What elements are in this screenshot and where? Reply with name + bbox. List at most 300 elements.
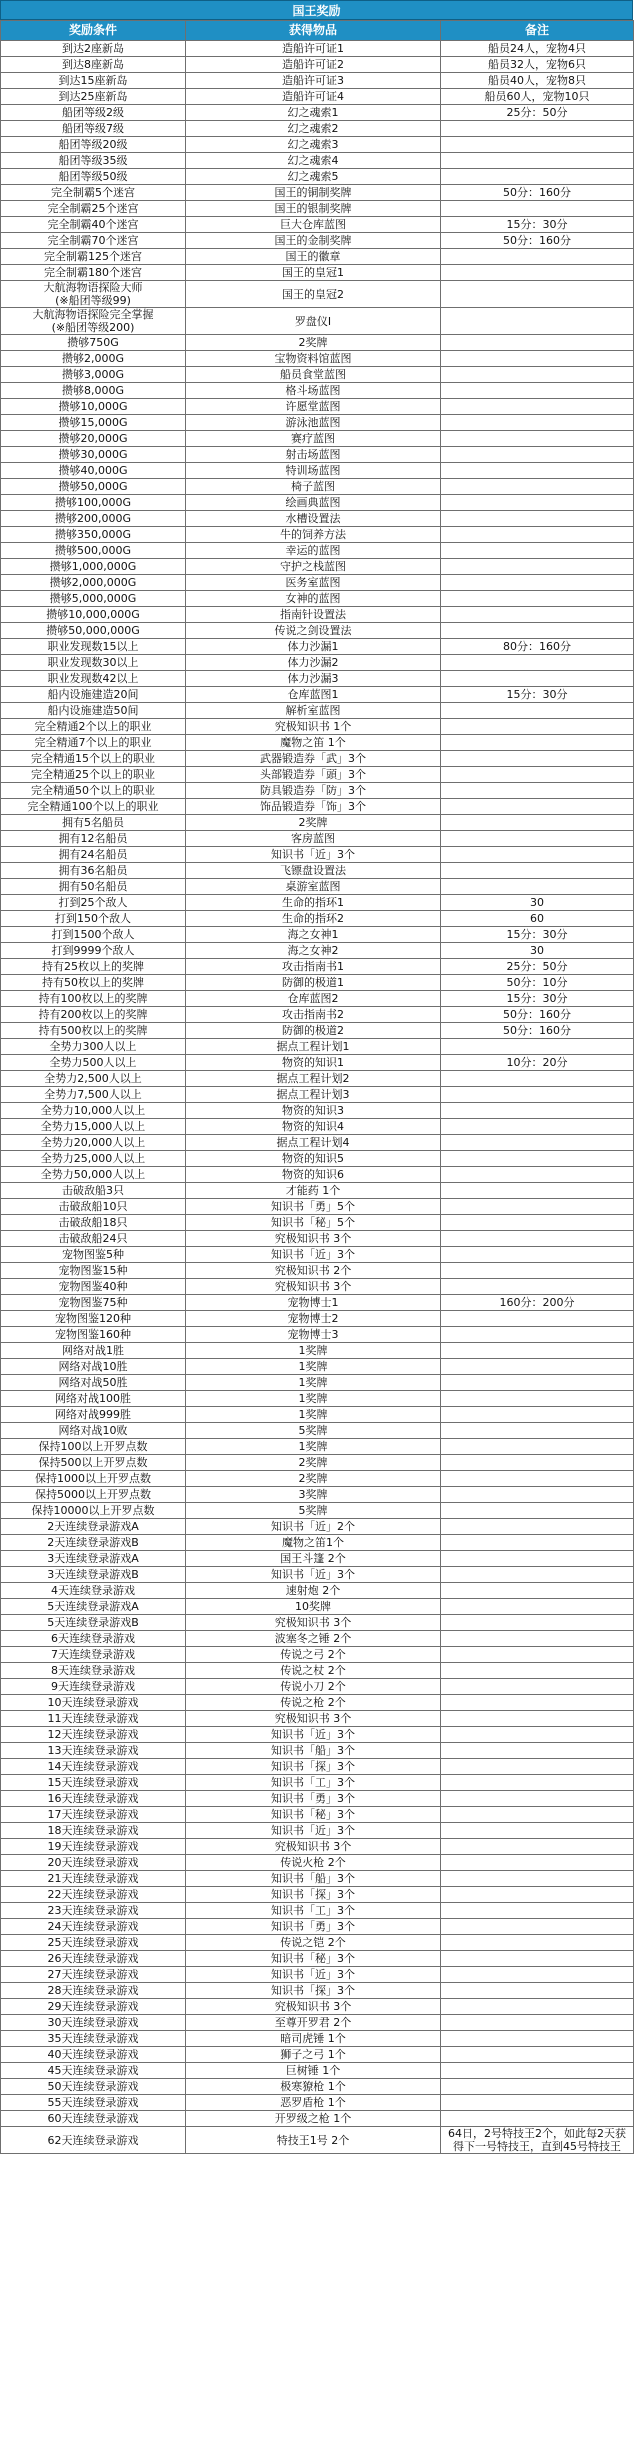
table-row bbox=[1, 105, 634, 121]
cell-item: 游泳池蓝图 bbox=[186, 415, 441, 431]
cell-condition: 20天连续登录游戏 bbox=[1, 1855, 186, 1871]
cell-note bbox=[441, 1279, 634, 1295]
cell-condition: 宠物图鉴120种 bbox=[1, 1311, 186, 1327]
cell-condition: 26天连续登录游戏 bbox=[1, 1951, 186, 1967]
cell-item: 知识书「近」3个 bbox=[186, 1727, 441, 1743]
cell-note bbox=[441, 671, 634, 687]
table-row bbox=[1, 1919, 634, 1935]
cell-condition: 网络对战10败 bbox=[1, 1423, 186, 1439]
cell-item: 射击场蓝图 bbox=[186, 447, 441, 463]
cell-item: 知识书「近」3个 bbox=[186, 1823, 441, 1839]
cell-condition: 宠物图鉴75种 bbox=[1, 1295, 186, 1311]
cell-condition: 船内设施建造20间 bbox=[1, 687, 186, 703]
cell-condition: 保持500以上开罗点数 bbox=[1, 1455, 186, 1471]
cell-condition: 10天连续登录游戏 bbox=[1, 1695, 186, 1711]
cell-note bbox=[441, 1583, 634, 1599]
cell-condition: 21天连续登录游戏 bbox=[1, 1871, 186, 1887]
cell-condition: 攒够750G bbox=[1, 335, 186, 351]
cell-item: 知识书「船」3个 bbox=[186, 1743, 441, 1759]
cell-note bbox=[441, 1215, 634, 1231]
cell-condition: 攒够50,000G bbox=[1, 479, 186, 495]
table-row bbox=[1, 527, 634, 543]
cell-item: 物资的知识5 bbox=[186, 1151, 441, 1167]
cell-condition: 拥有24名船员 bbox=[1, 847, 186, 863]
cell-condition: 全势力50,000人以上 bbox=[1, 1167, 186, 1183]
cell-item: 特训场蓝图 bbox=[186, 463, 441, 479]
table-row bbox=[1, 975, 634, 991]
cell-note bbox=[441, 1967, 634, 1983]
cell-note bbox=[441, 1311, 634, 1327]
table-row bbox=[1, 511, 634, 527]
cell-note bbox=[441, 703, 634, 719]
cell-note bbox=[441, 1535, 634, 1551]
cell-note bbox=[441, 1039, 634, 1055]
table-row bbox=[1, 169, 634, 185]
cell-item: 究极知识书 1个 bbox=[186, 719, 441, 735]
cell-item: 暗司虎锤 1个 bbox=[186, 2031, 441, 2047]
cell-condition: 27天连续登录游戏 bbox=[1, 1967, 186, 1983]
cell-note bbox=[441, 1231, 634, 1247]
cell-note bbox=[441, 2031, 634, 2047]
table-row bbox=[1, 879, 634, 895]
table-row bbox=[1, 217, 634, 233]
cell-item: 知识书「近」3个 bbox=[186, 1967, 441, 1983]
cell-condition: 打到9999个敌人 bbox=[1, 943, 186, 959]
cell-note bbox=[441, 137, 634, 153]
table-row bbox=[1, 927, 634, 943]
cell-note bbox=[441, 831, 634, 847]
cell-condition: 全势力15,000人以上 bbox=[1, 1119, 186, 1135]
table-row bbox=[1, 623, 634, 639]
table-row bbox=[1, 1247, 634, 1263]
cell-item: 赛疗蓝图 bbox=[186, 431, 441, 447]
cell-note bbox=[441, 719, 634, 735]
cell-condition: 攒够2,000,000G bbox=[1, 575, 186, 591]
table-row bbox=[1, 1167, 634, 1183]
cell-note bbox=[441, 1919, 634, 1935]
cell-note bbox=[441, 1855, 634, 1871]
cell-condition: 2天连续登录游戏B bbox=[1, 1535, 186, 1551]
cell-item: 知识书「近」2个 bbox=[186, 1519, 441, 1535]
table-row bbox=[1, 233, 634, 249]
cell-note bbox=[441, 495, 634, 511]
cell-condition: 40天连续登录游戏 bbox=[1, 2047, 186, 2063]
cell-note bbox=[441, 1935, 634, 1951]
table-row bbox=[1, 1375, 634, 1391]
cell-item: 知识书「勇」3个 bbox=[186, 1791, 441, 1807]
table-row bbox=[1, 943, 634, 959]
table-row bbox=[1, 1487, 634, 1503]
cell-condition: 持有25枚以上的奖牌 bbox=[1, 959, 186, 975]
cell-note bbox=[441, 1551, 634, 1567]
cell-condition: 宠物图鉴5种 bbox=[1, 1247, 186, 1263]
table-row bbox=[1, 1983, 634, 1999]
cell-note bbox=[441, 1391, 634, 1407]
cell-item: 体力沙漏1 bbox=[186, 639, 441, 655]
cell-condition: 完全制霸40个迷宫 bbox=[1, 217, 186, 233]
table-row bbox=[1, 1055, 634, 1071]
cell-note: 50分：160分 bbox=[441, 1007, 634, 1023]
cell-note bbox=[441, 1359, 634, 1375]
table-row bbox=[1, 495, 634, 511]
table-row bbox=[1, 1615, 634, 1631]
cell-note bbox=[441, 2015, 634, 2031]
cell-note bbox=[441, 1615, 634, 1631]
cell-note bbox=[441, 1103, 634, 1119]
cell-note bbox=[441, 527, 634, 543]
cell-item: 防御的极道1 bbox=[186, 975, 441, 991]
cell-condition: 船团等级35级 bbox=[1, 153, 186, 169]
table-row bbox=[1, 1551, 634, 1567]
cell-note bbox=[441, 1407, 634, 1423]
cell-note bbox=[441, 1823, 634, 1839]
cell-item: 攻击指南书2 bbox=[186, 1007, 441, 1023]
cell-item: 国王的铜制奖牌 bbox=[186, 185, 441, 201]
table-row bbox=[1, 1455, 634, 1471]
cell-condition: 50天连续登录游戏 bbox=[1, 2079, 186, 2095]
table-row bbox=[1, 639, 634, 655]
cell-note bbox=[441, 1951, 634, 1967]
table-row bbox=[1, 1119, 634, 1135]
cell-item: 1奖牌 bbox=[186, 1439, 441, 1455]
cell-condition: 23天连续登录游戏 bbox=[1, 1903, 186, 1919]
cell-item: 究极知识书 2个 bbox=[186, 1263, 441, 1279]
cell-condition: 24天连续登录游戏 bbox=[1, 1919, 186, 1935]
cell-item: 宠物博士1 bbox=[186, 1295, 441, 1311]
cell-condition: 到达2座新岛 bbox=[1, 41, 186, 57]
cell-condition: 船团等级20级 bbox=[1, 137, 186, 153]
cell-item: 幻之魂索3 bbox=[186, 137, 441, 153]
cell-item: 指南针设置法 bbox=[186, 607, 441, 623]
cell-item: 国王的皇冠2 bbox=[186, 281, 441, 308]
cell-item: 巨大仓库蓝图 bbox=[186, 217, 441, 233]
cell-item: 知识书「秘」5个 bbox=[186, 1215, 441, 1231]
table-row bbox=[1, 1071, 634, 1087]
table-row bbox=[1, 1423, 634, 1439]
cell-item: 知识书「近」3个 bbox=[186, 1247, 441, 1263]
cell-note bbox=[441, 1151, 634, 1167]
table-row bbox=[1, 463, 634, 479]
cell-item: 据点工程计划4 bbox=[186, 1135, 441, 1151]
cell-condition: 保持100以上开罗点数 bbox=[1, 1439, 186, 1455]
cell-note bbox=[441, 1135, 634, 1151]
cell-item: 1奖牌 bbox=[186, 1391, 441, 1407]
cell-item: 知识书「探」3个 bbox=[186, 1759, 441, 1775]
cell-note bbox=[441, 2079, 634, 2095]
cell-note: 10分：20分 bbox=[441, 1055, 634, 1071]
table-row bbox=[1, 2127, 634, 2154]
cell-condition: 宠物图鉴160种 bbox=[1, 1327, 186, 1343]
cell-item: 5奖牌 bbox=[186, 1503, 441, 1519]
cell-note bbox=[441, 1375, 634, 1391]
cell-item: 波塞冬之锤 2个 bbox=[186, 1631, 441, 1647]
cell-item: 据点工程计划1 bbox=[186, 1039, 441, 1055]
cell-note bbox=[441, 607, 634, 623]
cell-item: 传说小刀 2个 bbox=[186, 1679, 441, 1695]
table-row bbox=[1, 1151, 634, 1167]
cell-item: 海之女神2 bbox=[186, 943, 441, 959]
cell-item: 幻之魂索1 bbox=[186, 105, 441, 121]
cell-note bbox=[441, 879, 634, 895]
cell-note: 15分：30分 bbox=[441, 687, 634, 703]
cell-condition: 30天连续登录游戏 bbox=[1, 2015, 186, 2031]
cell-note bbox=[441, 281, 634, 308]
table-row bbox=[1, 73, 634, 89]
table-row bbox=[1, 1199, 634, 1215]
header-item: 获得物品 bbox=[186, 21, 441, 41]
cell-item: 极寒獠枪 1个 bbox=[186, 2079, 441, 2095]
table-row bbox=[1, 1967, 634, 1983]
table-row bbox=[1, 1359, 634, 1375]
cell-item: 船员食堂蓝图 bbox=[186, 367, 441, 383]
table-row bbox=[1, 1871, 634, 1887]
cell-condition: 19天连续登录游戏 bbox=[1, 1839, 186, 1855]
table-row bbox=[1, 1231, 634, 1247]
cell-note bbox=[441, 591, 634, 607]
cell-item: 2奖牌 bbox=[186, 815, 441, 831]
table-row bbox=[1, 2111, 634, 2127]
cell-condition: 宠物图鉴15种 bbox=[1, 1263, 186, 1279]
cell-condition: 35天连续登录游戏 bbox=[1, 2031, 186, 2047]
cell-condition: 12天连续登录游戏 bbox=[1, 1727, 186, 1743]
cell-note bbox=[441, 1679, 634, 1695]
cell-condition: 持有50枚以上的奖牌 bbox=[1, 975, 186, 991]
table-row bbox=[1, 1263, 634, 1279]
table-row bbox=[1, 991, 634, 1007]
cell-item: 速射炮 2个 bbox=[186, 1583, 441, 1599]
cell-note bbox=[441, 1119, 634, 1135]
cell-item: 10奖牌 bbox=[186, 1599, 441, 1615]
table-row bbox=[1, 895, 634, 911]
cell-condition: 攒够40,000G bbox=[1, 463, 186, 479]
cell-condition: 保持1000以上开罗点数 bbox=[1, 1471, 186, 1487]
cell-condition: 9天连续登录游戏 bbox=[1, 1679, 186, 1695]
cell-condition: 打到1500个敌人 bbox=[1, 927, 186, 943]
cell-item: 造船许可证4 bbox=[186, 89, 441, 105]
cell-note bbox=[441, 863, 634, 879]
cell-item: 知识书「船」3个 bbox=[186, 1871, 441, 1887]
cell-note bbox=[441, 1695, 634, 1711]
cell-item: 究极知识书 3个 bbox=[186, 1711, 441, 1727]
cell-note: 64日，2号特技王2个，如此每2天获得下一号特技王，直到45号特技王 bbox=[441, 2127, 634, 2154]
cell-note bbox=[441, 559, 634, 575]
table-row bbox=[1, 575, 634, 591]
table-row bbox=[1, 137, 634, 153]
cell-note bbox=[441, 1663, 634, 1679]
cell-item: 1奖牌 bbox=[186, 1359, 441, 1375]
cell-condition: 完全制霸180个迷宫 bbox=[1, 265, 186, 281]
cell-item: 1奖牌 bbox=[186, 1407, 441, 1423]
cell-note bbox=[441, 1839, 634, 1855]
table-row bbox=[1, 687, 634, 703]
cell-note: 船员24人，宠物4只 bbox=[441, 41, 634, 57]
table-row bbox=[1, 1647, 634, 1663]
cell-condition: 网络对战10胜 bbox=[1, 1359, 186, 1375]
cell-note: 25分：50分 bbox=[441, 105, 634, 121]
cell-condition: 7天连续登录游戏 bbox=[1, 1647, 186, 1663]
cell-note: 50分：160分 bbox=[441, 233, 634, 249]
table-row bbox=[1, 1135, 634, 1151]
table-row bbox=[1, 367, 634, 383]
table-row bbox=[1, 41, 634, 57]
cell-item: 知识书「探」3个 bbox=[186, 1983, 441, 1999]
cell-note bbox=[441, 1487, 634, 1503]
cell-note bbox=[441, 1439, 634, 1455]
cell-condition: 45天连续登录游戏 bbox=[1, 2063, 186, 2079]
cell-condition: 攒够1,000,000G bbox=[1, 559, 186, 575]
cell-item: 饰品锻造券「饰」3个 bbox=[186, 799, 441, 815]
cell-condition: 17天连续登录游戏 bbox=[1, 1807, 186, 1823]
cell-note bbox=[441, 1199, 634, 1215]
cell-item: 恶罗盾枪 1个 bbox=[186, 2095, 441, 2111]
cell-condition: 55天连续登录游戏 bbox=[1, 2095, 186, 2111]
cell-condition: 完全精通15个以上的职业 bbox=[1, 751, 186, 767]
table-row bbox=[1, 1391, 634, 1407]
cell-item: 解析室蓝图 bbox=[186, 703, 441, 719]
cell-condition: 持有200枚以上的奖牌 bbox=[1, 1007, 186, 1023]
cell-condition: 职业发现数15以上 bbox=[1, 639, 186, 655]
cell-item: 巨树锤 1个 bbox=[186, 2063, 441, 2079]
table-row bbox=[1, 1711, 634, 1727]
cell-note: 50分：10分 bbox=[441, 975, 634, 991]
table-row bbox=[1, 281, 634, 308]
cell-condition: 攒够10,000G bbox=[1, 399, 186, 415]
table-row bbox=[1, 351, 634, 367]
cell-item: 飞镖盘设置法 bbox=[186, 863, 441, 879]
cell-note bbox=[441, 543, 634, 559]
cell-condition: 击破敌船3只 bbox=[1, 1183, 186, 1199]
cell-note bbox=[441, 447, 634, 463]
cell-item: 体力沙漏2 bbox=[186, 655, 441, 671]
cell-note bbox=[441, 655, 634, 671]
cell-note bbox=[441, 1071, 634, 1087]
cell-item: 格斗场蓝图 bbox=[186, 383, 441, 399]
cell-item: 特技王1号 2个 bbox=[186, 2127, 441, 2154]
table-row bbox=[1, 335, 634, 351]
cell-condition: 宠物图鉴40种 bbox=[1, 1279, 186, 1295]
cell-condition: 全势力25,000人以上 bbox=[1, 1151, 186, 1167]
cell-item: 海之女神1 bbox=[186, 927, 441, 943]
cell-item: 造船许可证2 bbox=[186, 57, 441, 73]
cell-item: 至尊开罗君 2个 bbox=[186, 2015, 441, 2031]
cell-note bbox=[441, 201, 634, 217]
cell-condition: 攒够10,000,000G bbox=[1, 607, 186, 623]
table-row bbox=[1, 1903, 634, 1919]
cell-note bbox=[441, 1327, 634, 1343]
cell-note bbox=[441, 735, 634, 751]
cell-item: 传说之弓 2个 bbox=[186, 1647, 441, 1663]
cell-condition: 击破敌船18只 bbox=[1, 1215, 186, 1231]
cell-condition: 大航海物语探险完全掌握 (※船团等级200) bbox=[1, 308, 186, 335]
cell-condition: 保持5000以上开罗点数 bbox=[1, 1487, 186, 1503]
cell-condition: 全势力500人以上 bbox=[1, 1055, 186, 1071]
table-row bbox=[1, 265, 634, 281]
cell-condition: 攒够200,000G bbox=[1, 511, 186, 527]
cell-condition: 62天连续登录游戏 bbox=[1, 2127, 186, 2154]
cell-item: 知识书「工」3个 bbox=[186, 1903, 441, 1919]
cell-note bbox=[441, 1903, 634, 1919]
table-row bbox=[1, 1695, 634, 1711]
cell-note bbox=[441, 783, 634, 799]
cell-condition: 攒够2,000G bbox=[1, 351, 186, 367]
cell-condition: 60天连续登录游戏 bbox=[1, 2111, 186, 2127]
cell-item: 客房蓝图 bbox=[186, 831, 441, 847]
cell-item: 究极知识书 3个 bbox=[186, 1615, 441, 1631]
header-condition: 奖励条件 bbox=[1, 21, 186, 41]
cell-item: 2奖牌 bbox=[186, 1455, 441, 1471]
cell-condition: 职业发现数42以上 bbox=[1, 671, 186, 687]
cell-note bbox=[441, 121, 634, 137]
cell-note bbox=[441, 2047, 634, 2063]
cell-condition: 完全精通100个以上的职业 bbox=[1, 799, 186, 815]
cell-condition: 攒够30,000G bbox=[1, 447, 186, 463]
table-row bbox=[1, 1679, 634, 1695]
cell-item: 究极知识书 3个 bbox=[186, 1839, 441, 1855]
cell-condition: 到达15座新岛 bbox=[1, 73, 186, 89]
table-row bbox=[1, 399, 634, 415]
cell-item: 国王斗篷 2个 bbox=[186, 1551, 441, 1567]
table-row bbox=[1, 57, 634, 73]
cell-condition: 攒够350,000G bbox=[1, 527, 186, 543]
table-row bbox=[1, 847, 634, 863]
table-row bbox=[1, 799, 634, 815]
cell-note bbox=[441, 799, 634, 815]
table-row bbox=[1, 1599, 634, 1615]
table-row bbox=[1, 1855, 634, 1871]
cell-condition: 11天连续登录游戏 bbox=[1, 1711, 186, 1727]
cell-condition: 3天连续登录游戏A bbox=[1, 1551, 186, 1567]
table-row bbox=[1, 1727, 634, 1743]
cell-item: 绘画典蓝图 bbox=[186, 495, 441, 511]
cell-item: 国王的银制奖牌 bbox=[186, 201, 441, 217]
cell-item: 国王的金制奖牌 bbox=[186, 233, 441, 249]
table-row bbox=[1, 1471, 634, 1487]
cell-condition: 完全制霸25个迷宫 bbox=[1, 201, 186, 217]
cell-condition: 2天连续登录游戏A bbox=[1, 1519, 186, 1535]
cell-note bbox=[441, 1343, 634, 1359]
cell-condition: 船内设施建造50间 bbox=[1, 703, 186, 719]
cell-condition: 保持10000以上开罗点数 bbox=[1, 1503, 186, 1519]
cell-item: 2奖牌 bbox=[186, 1471, 441, 1487]
table-row bbox=[1, 1103, 634, 1119]
cell-item: 攻击指南书1 bbox=[186, 959, 441, 975]
cell-note bbox=[441, 153, 634, 169]
cell-note bbox=[441, 1471, 634, 1487]
cell-note bbox=[441, 815, 634, 831]
cell-item: 国王的徽章 bbox=[186, 249, 441, 265]
cell-condition: 到达25座新岛 bbox=[1, 89, 186, 105]
table-row bbox=[1, 121, 634, 137]
cell-item: 宝物资料馆蓝图 bbox=[186, 351, 441, 367]
cell-condition: 船团等级2级 bbox=[1, 105, 186, 121]
cell-condition: 18天连续登录游戏 bbox=[1, 1823, 186, 1839]
cell-note bbox=[441, 249, 634, 265]
table-row bbox=[1, 863, 634, 879]
cell-note bbox=[441, 1167, 634, 1183]
cell-item: 5奖牌 bbox=[186, 1423, 441, 1439]
cell-item: 开罗级之枪 1个 bbox=[186, 2111, 441, 2127]
cell-condition: 船团等级50级 bbox=[1, 169, 186, 185]
cell-note bbox=[441, 265, 634, 281]
cell-condition: 攒够5,000,000G bbox=[1, 591, 186, 607]
cell-item: 魔物之笛1个 bbox=[186, 1535, 441, 1551]
cell-note: 25分：50分 bbox=[441, 959, 634, 975]
cell-item: 知识书「探」3个 bbox=[186, 1887, 441, 1903]
cell-note bbox=[441, 351, 634, 367]
cell-note bbox=[441, 1087, 634, 1103]
cell-note bbox=[441, 1743, 634, 1759]
cell-item: 才能药 1个 bbox=[186, 1183, 441, 1199]
